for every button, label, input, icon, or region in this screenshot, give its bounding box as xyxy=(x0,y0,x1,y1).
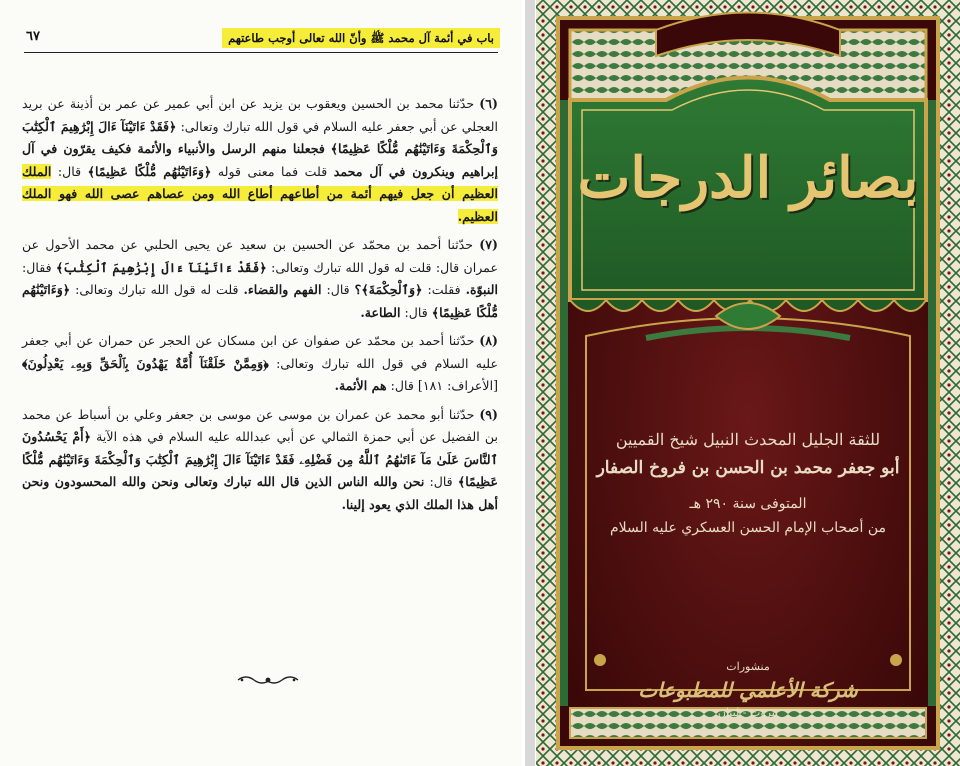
quran-verse: ﴿وَءَاتَيْنَٰهُم مُّلْكًا عَظِيمًا﴾ xyxy=(87,163,212,179)
question-text: قلت له قول الله تبارك وتعالى: xyxy=(75,282,239,297)
author-name: أبو جعفر محمد بن الحسن بن فروخ الصفار xyxy=(596,458,900,478)
said-text: قال: xyxy=(390,378,414,393)
image-divider xyxy=(525,0,535,766)
answer-text: هم الأئمة. xyxy=(334,378,387,393)
said-text: قال: xyxy=(404,304,428,320)
quran-verse: ﴿فَقَدْ ءَاتَيْنَآ ءَالَ إِبْرَٰهِيمَ ٱلْكِتَٰبَ وَٱلْحِكْمَةَ وَءَاتَيْنَٰهُم مُّلْكًا عَظِيمًا﴾ xyxy=(22,118,498,156)
hadith-number: (٧) xyxy=(479,237,498,252)
answer-text: الفهم والقضاء. xyxy=(243,282,322,297)
hadith-7 xyxy=(22,234,498,324)
question-text: فقلت: xyxy=(427,282,461,297)
author-affiliation: من أصحاب الإمام الحسن العسكري عليه السلام xyxy=(610,520,886,536)
answer-text: الطاعة. xyxy=(360,304,401,320)
book-cover xyxy=(536,0,960,766)
isnad-text: حدّثنا محمد بن الحسين ويعقوب بن يزيد عن ابن أبي عمير عن عمر بن أذينة عن بريد العجلي عن أبي جعفر عليه السلام في قول الله تبارك وتعالى: xyxy=(22,96,498,134)
isnad-text: حدّثنا أحمد بن محمّد عن الحسين بن سعيد عن يحيى الحلبي عن محمد الأحول عن عمران قال: قلت له قول الله تبارك وتعالى: xyxy=(22,237,498,275)
header-rule xyxy=(24,52,498,53)
said-text: قال: xyxy=(326,282,350,297)
quran-verse: ﴿أَمْ يَحْسُدُونَ ٱلنَّاسَ عَلَىٰ مَآ ءَاتَىٰهُمُ ٱللَّهُ مِن فَضْلِهِۦ فَقَدْ ءَاتَيْنَآ ءَالَ إِبْرَٰهِيمَ ٱلْكِتَٰبَ وَٱلْحِكْمَةَ وَءَاتَيْنَٰهُم مُّلْكًا عَظِيمًا﴾ xyxy=(22,429,498,489)
ornament-divider-icon xyxy=(236,673,300,687)
question-text: قلت فما معنى قوله xyxy=(217,163,328,179)
author-death-year: المتوفى سنة ٢٩٠ هـ xyxy=(689,496,807,512)
hadith-6 xyxy=(22,93,498,228)
quran-verse: ﴿فَقَدْ ءَاتَيْنَآ ءَالَ إِبْرَٰهِيمَ ٱلْكِتَٰبَ﴾ xyxy=(55,259,267,275)
answer-text: نحن والله الناس الذين قال الله تبارك وتعالى ونحن والله المحسودون ونحن أهل هذا الملك الذي يعود إلينا. xyxy=(22,474,498,512)
page-body xyxy=(22,93,498,522)
quran-verse: ﴿وَمِمَّنْ خَلَقْنَآ أُمَّةٌ يَهْدُونَ بِٱلْحَقِّ وَبِهِۦ يَعْدِلُونَ﴾ xyxy=(22,355,269,371)
page-number: ٦٧ xyxy=(26,29,40,44)
hadith-text: فجعلنا منهم الرسل والأنبياء والأئمة فكيف يقرّون في آل إبراهيم وينكرون في آل محمد xyxy=(22,141,498,179)
cover-artwork xyxy=(536,0,960,766)
publisher-city: بيروت - لبنان xyxy=(717,706,779,719)
hadith-8 xyxy=(22,330,498,398)
isnad-text: حدّثنا أحمد بن محمّد عن صفوان عن ابن مسكان عن الحجر عن حمران عن أبي جعفر عليه السلام في قول الله تبارك وتعالى: xyxy=(22,333,498,371)
chapter-title: باب في أئمة آل محمد ﷺ وأنّ الله تعالى أوجب طاعتهم xyxy=(222,28,500,48)
hadith-9 xyxy=(22,404,498,517)
publisher-label: منشورات xyxy=(726,660,770,673)
answer-text: النبوّة. xyxy=(465,282,498,297)
publisher-block xyxy=(536,660,960,732)
said-text: فقال: xyxy=(22,259,52,275)
publisher-name: شركة الأعلمي للمطبوعات xyxy=(638,678,858,702)
isnad-text: حدّثنا أبو محمد عن عمران بن موسى عن موسى بن جعفر وعلي بن أسباط عن محمد بن الفضيل عن أبي حمزة الثمالي عن أبي عبدالله عليه السلام في هذه الآية xyxy=(22,406,498,444)
quran-verse: ﴿وَٱلْحِكْمَةَ﴾؟ xyxy=(354,282,423,297)
said-text: قال: xyxy=(429,474,453,489)
cover-title: بصائر الدرجات xyxy=(577,145,919,211)
verse-reference: [الأعراف: ١٨١] xyxy=(417,378,498,393)
highlighted-text: الملك العظيم أن جعل فيهم أئمة من أطاعهم أطاع الله ومن عصاهم عصى الله فهو الملك العظيم. xyxy=(22,163,498,224)
hadith-number: (٦) xyxy=(479,96,498,111)
hadith-number: (٨) xyxy=(479,333,498,348)
author-epithet: للثقة الجليل المحدث النبيل شيخ القميين xyxy=(615,430,881,449)
quran-verse: ﴿وَءَاتَيْنَٰهُم مُّلْكًا عَظِيمًا﴾ xyxy=(22,282,498,320)
hadith-number: (٩) xyxy=(479,406,499,422)
said-text: قال: xyxy=(57,163,82,179)
running-header xyxy=(22,28,500,50)
